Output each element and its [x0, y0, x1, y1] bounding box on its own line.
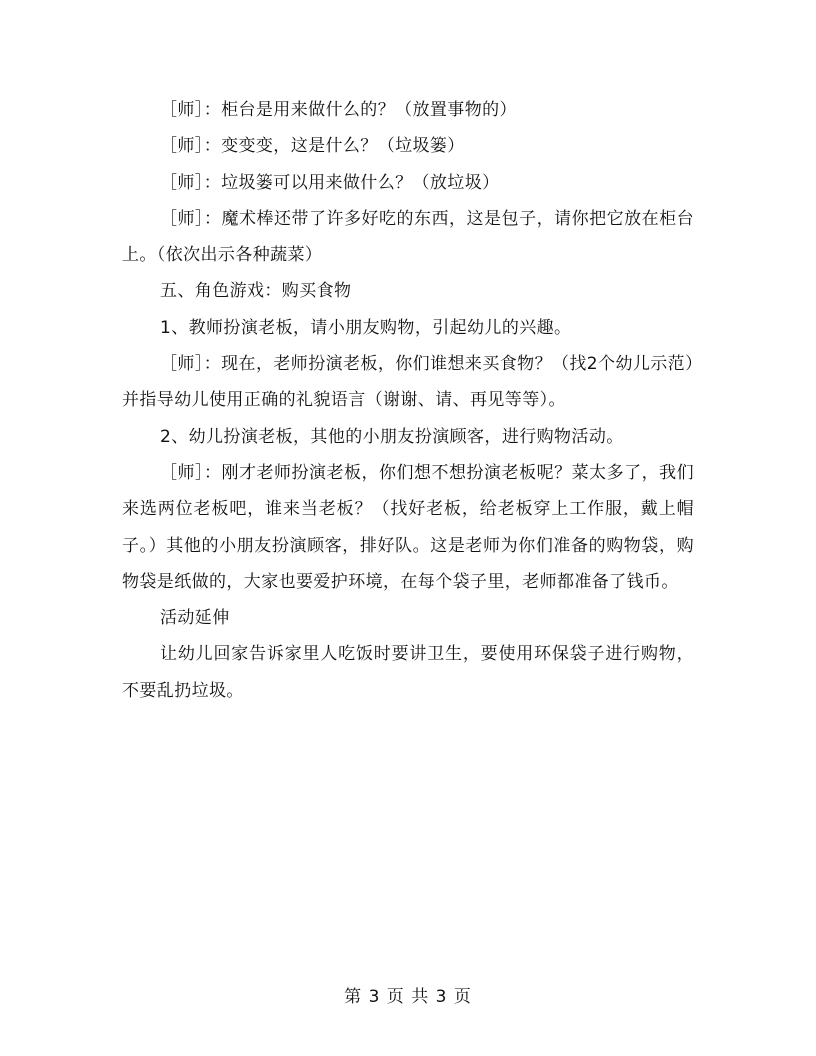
paragraph: ［师］：柜台是用来做什么的？（放置事物的） — [160, 100, 517, 120]
paragraph: ［师］：变变变，这是什么？（垃圾篓） — [160, 136, 465, 157]
page-number-footer: 第 3 页 共 3 页 — [344, 987, 472, 1007]
paragraph: ［师］：垃圾篓可以用来做什么？（放垃圾） — [160, 172, 500, 193]
section-heading: 活动延伸 — [160, 608, 230, 629]
paragraph: ［师］：现在，老师扮演老板，你们谁想来买食物？（找2个幼儿示范）并指导幼儿使用正确的礼貌语言（谢谢、请、再见等等）。 — [122, 354, 694, 411]
document-body — [122, 92, 694, 709]
paragraph: ［师］：魔术棒还带了许多好吃的东西，这是包子，请你把它放在柜台上。（依次出示各种蔬菜） — [122, 208, 694, 266]
paragraph: ［师］：刚才老师扮演老板，你们想不想扮演老板呢？菜太多了，我们来选两位老板吧，谁来当老板？（找好老板，给老板穿上工作服，戴上帽子。）其他的小朋友扮演顾客，排好队。这是老师为你们准备的购物袋，购物袋是纸做的，大家也要爱护环境，在每个袋子里，老师都准备了钱币。 — [122, 462, 694, 592]
section-heading: 五、角色游戏：购买食物 — [160, 281, 352, 302]
paragraph: 让幼儿回家告诉家里人吃饭时要讲卫生，要使用环保袋子进行购物，不要乱扔垃圾。 — [122, 644, 694, 701]
paragraph: 1、教师扮演老板，请小朋友购物，引起幼儿的兴趣。 — [160, 317, 572, 338]
paragraph: 2、幼儿扮演老板，其他的小朋友扮演顾客，进行购物活动。 — [160, 426, 624, 447]
